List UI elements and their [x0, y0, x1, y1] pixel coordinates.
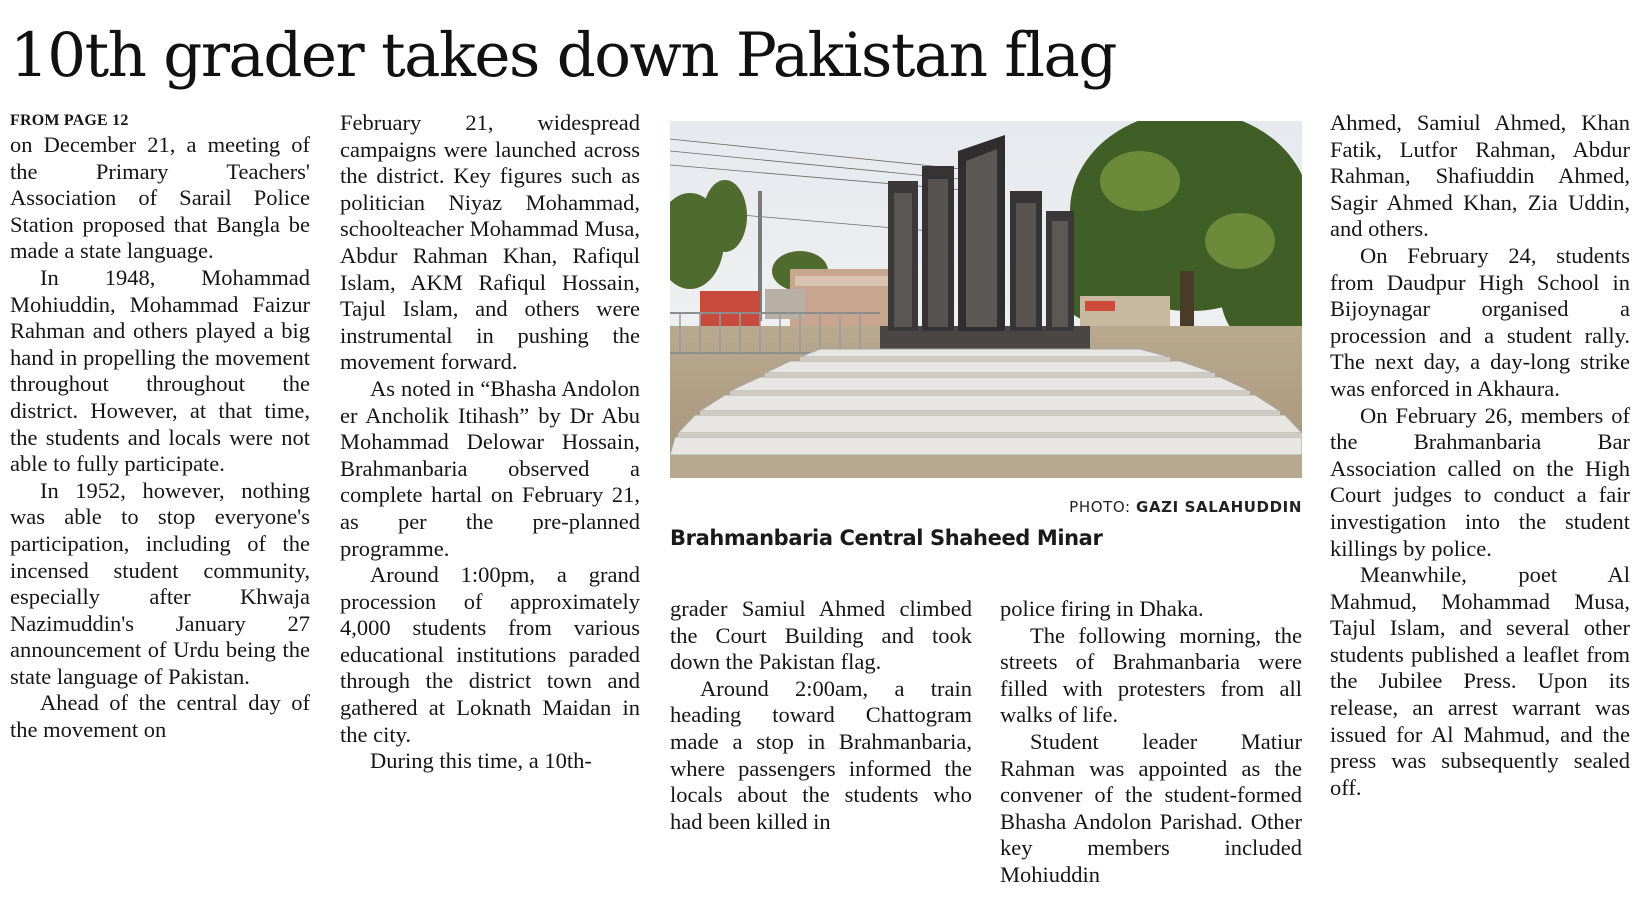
paragraph: The following morning, the streets of Brahmanbaria were filled with protesters from all walks of life. — [1000, 622, 1302, 728]
paragraph: police firing in Dhaka. — [1000, 596, 1204, 621]
paragraph: Around 1:00pm, a grand procession of approximately 4,000 students from various educational institutions paraded through the district town and gathered at Loknath Maidan in the city. — [340, 562, 640, 747]
paragraph: On February 26, members of the Brahmanbaria Bar Association called on the High Court judges to conduct a fair investigation into the student killings by police. — [1330, 402, 1630, 561]
paragraph: On February 24, students from Daudpur High School in Bijoynagar organised a procession and a student rally. The next day, a day-long strike was enforced in Akhaura. — [1330, 242, 1630, 401]
from-page-kicker: FROM PAGE 12 — [10, 112, 129, 129]
paragraph: As noted in “Bhasha Andolon er Ancholik Itihash” by Dr Abu Mohammad Delowar Hossain, Brahmanbaria observed a complete hartal on February 21, as per the pre-planned programme. — [340, 375, 640, 561]
paragraph: In 1948, Mohammad Mohiuddin, Mohammad Faizur Rahman and others played a big hand in propelling the movement throughout throughout the district. However, at that time, the students and locals were not able to fully participate. — [10, 264, 310, 477]
credit-name: GAZI SALAHUDDIN — [1136, 498, 1302, 516]
article-column-1 — [10, 110, 310, 744]
photo-credit — [670, 498, 1302, 516]
paragraph: Meanwhile, poet Al Mahmud, Mohammad Musa, Tajul Islam, and several other students published a leaflet from the Jubilee Press. Upon its release, an arrest warrant was issued for Al Mahmud, and the press was subsequently sealed off. — [1330, 562, 1630, 800]
paragraph: Student leader Matiur Rahman was appointed as the convener of the student-formed Bhasha Andolon Parishad. Other key members included Mohiuddin — [1000, 728, 1302, 887]
article-column-3 — [670, 596, 972, 835]
shaheed-minar-photo — [670, 121, 1302, 478]
article-column-2 — [340, 110, 640, 775]
credit-label: PHOTO: — [1069, 498, 1131, 516]
headline: 10th grader takes down Pakistan flag — [10, 20, 1116, 91]
photo-caption: Brahmanbaria Central Shaheed Minar — [670, 526, 1103, 550]
paragraph: grader Samiul Ahmed climbed the Court Building and took down the Pakistan flag. — [670, 596, 972, 675]
paragraph: on December 21, a meeting of the Primary Teachers' Association of Sarail Police Station proposed that Bangla be made a state language. — [10, 132, 310, 264]
paragraph: Ahmed, Samiul Ahmed, Khan Fatik, Lutfor Rahman, Abdur Rahman, Shafiuddin Ahmed, Sagir Ahmed Khan, Zia Uddin, and others. — [1330, 110, 1630, 242]
article-column-5 — [1330, 110, 1630, 801]
paragraph: February 21, widespread campaigns were launched across the district. Key figures such as politician Niyaz Mohammad, schoolteacher Mohammad Musa, Abdur Rahman Khan, Rafiqul Islam, AKM Rafiqul Hossain, Tajul Islam, and others were instrumental in pushing the movement forward. — [340, 110, 640, 375]
paragraph: Around 2:00am, a train heading toward Chattogram made a stop in Brahmanbaria, where passengers informed the locals about the students who had been killed in — [670, 675, 972, 834]
paragraph: In 1952, however, nothing was able to stop everyone's participation, including of the incensed student community, especially after Khwaja Nazimuddin's January 27 announcement of Urdu being the state language of Pakistan. — [10, 477, 310, 689]
article-column-4 — [1000, 596, 1302, 889]
paragraph: During this time, a 10th- — [370, 748, 592, 774]
paragraph: Ahead of the central day of the movement on — [10, 690, 310, 743]
